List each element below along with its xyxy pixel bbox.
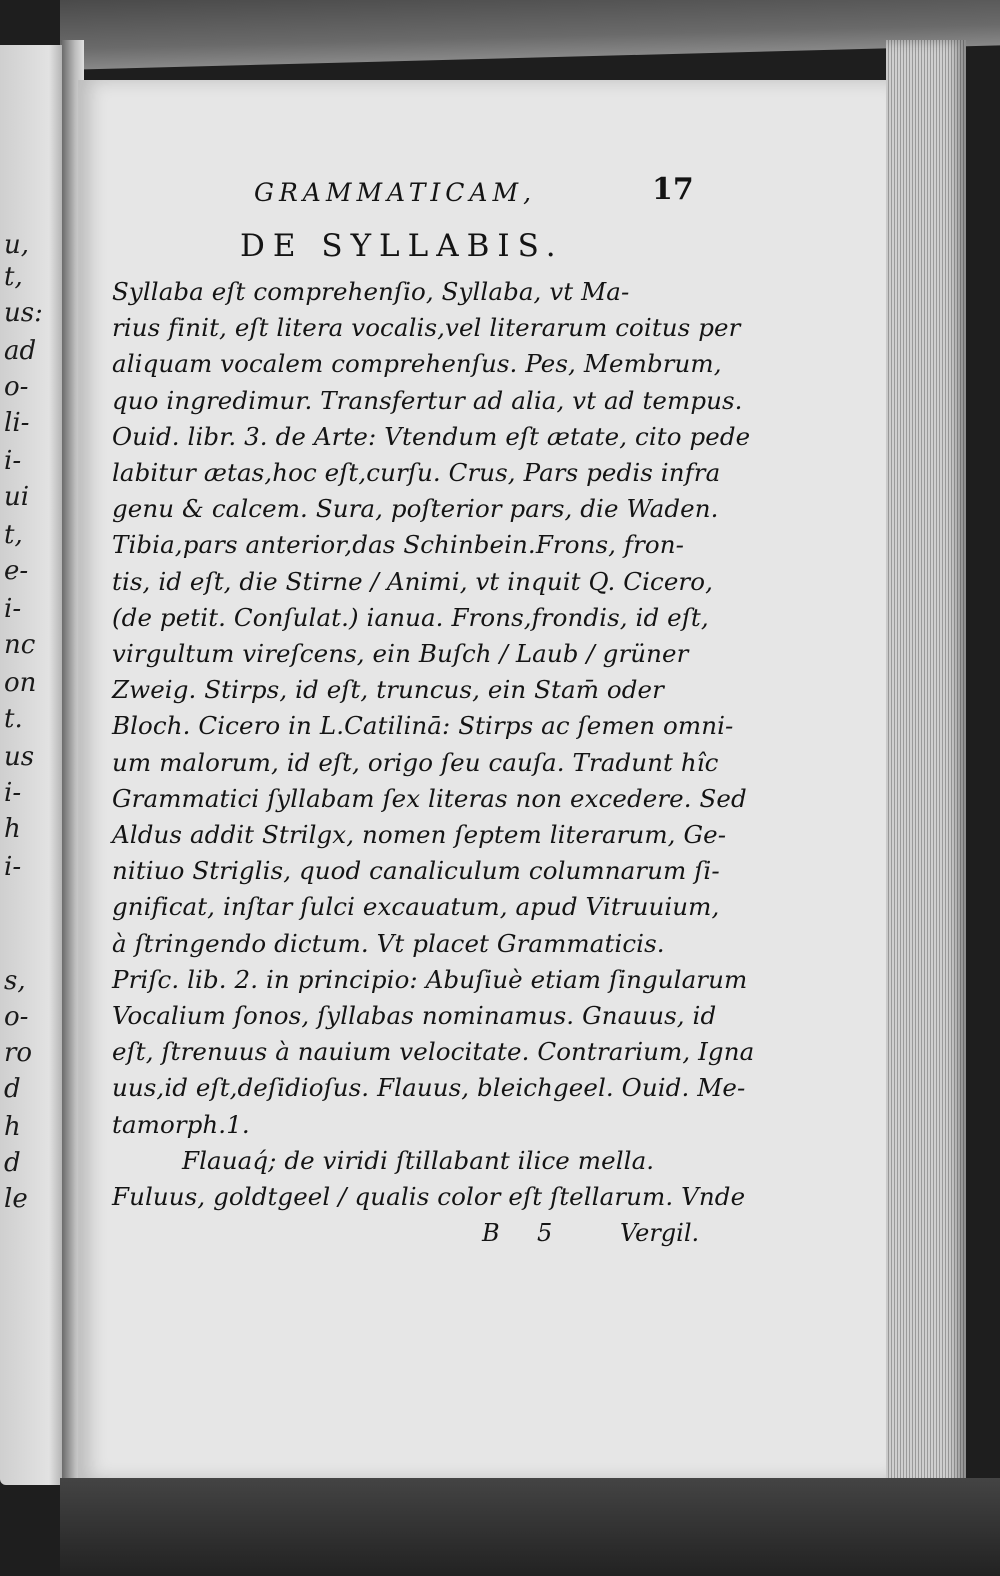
text-line: gnificat, inſtar ſulci excauatum, apud Vitruuium, [112,892,720,922]
book-bottom-edge [60,1478,1000,1576]
section-title: DE SYLLABIS. [240,228,564,264]
left-page-fragment: t, [4,262,23,292]
text-line: à ſtringendo dictum. Vt placet Grammaticis. [112,928,665,958]
signature-number: 5 [537,1219,553,1248]
text-line: Aldus addit Strilgx, nomen ſeptem literarum, Ge- [112,820,727,850]
text-line: Grammatici ſyllabam ſex literas non excedere. Sed [112,783,747,813]
text-line: rius finit, eſt litera vocalis,vel literarum coitus per [112,313,741,343]
running-head: GRAMMATICAM, [254,178,537,207]
text-line: Tibia,pars anterior,das Schinbein.Frons, fron- [112,530,684,560]
left-page-fragment: e- [4,556,29,586]
text-line: Syllaba eſt comprehenſio, Syllaba, vt Ma- [112,277,630,306]
text-line: tis, id eſt, die Stirne / Animi, vt inquit Q. Cicero, [112,566,713,596]
text-line: tamorph.1. [112,1109,250,1139]
left-page-fragment: li- [4,408,30,438]
left-page-fragment: d [4,1074,21,1104]
text-line: aliquam vocalem comprehenſus. Pes, Membrum, [112,349,722,379]
left-page-fragment: u, [4,230,30,260]
text-line: Zweig. Stirps, id eſt, truncus, ein Stam̄ oder [112,675,664,705]
text-line: Ouid. libr. 3. de Arte: Vtendum eſt ætate, cito pede [112,421,751,451]
left-page-fragment: ro [4,1038,33,1068]
text-line: uus,id eſt,deſidioſus. Flauus, bleichgeel. Ouid. Me- [112,1073,746,1103]
left-page-fragment: h [4,1112,21,1142]
text-line: labitur ætas,hoc eſt,curſu. Crus, Pars pedis infra [112,458,721,488]
book-top-edge [60,0,1000,70]
left-page-fragment: h [4,814,21,844]
page-edges [886,40,966,1490]
page-header [112,170,712,220]
page-text [112,170,755,1255]
left-page-fragment: s, [4,966,26,996]
left-page-fragment: us [4,742,35,772]
text-line: Bloch. Cicero in L.Catilinā: Stirps ac ſemen omni- [112,711,734,741]
text-line: quo ingredimur. Transfertur ad alia, vt ad tempus. [112,385,743,415]
left-page-fragment: nc [4,630,36,660]
text-line: Priſc. lib. 2. in principio: Abuſiuè etiam ſingularum [112,964,748,994]
left-page-fragment: i- [4,778,22,808]
verse-line: Flauaq́; de viridi ſtillabant ilice mella. [182,1145,655,1175]
page-number: 17 [652,172,694,207]
text-line: genu & calcem. Sura, poſterior pars, die Waden. [112,494,719,524]
left-page [0,45,70,1485]
left-page-fragment: i- [4,446,22,476]
text-line: virgultum vireſcens, ein Buſch / Laub / grüner [112,639,689,669]
left-page-fragment: t. [4,704,23,734]
left-page-fragment: ui [4,482,30,512]
last-line: Fuluus, goldtgeel / qualis color eſt ſtellarum. Vnde [112,1182,746,1212]
body-text [112,274,755,1143]
text-line: nitiuo Striglis, quod canaliculum columnarum ſi- [112,856,720,886]
text-line: (de petit. Conſulat.) ianua. Frons,frondis, id eſt, [112,602,709,632]
catch-line [112,1215,712,1255]
left-page-fragment: on [4,668,37,698]
left-page-fragment: d [4,1148,21,1178]
left-page-fragment: t, [4,520,23,550]
text-line: Vocalium ſonos, ſyllabas nominamus. Gnauus, id [112,1001,717,1031]
catchword: Vergil. [620,1219,700,1248]
text-line: um malorum, id eſt, origo ſeu cauſa. Tradunt hîc [112,747,719,777]
left-page-fragment: us: [4,298,43,328]
left-page-fragment: i- [4,594,22,624]
left-page-fragment: o- [4,1002,29,1032]
text-line: eſt, ſtrenuus à nauium velocitate. Contrarium, Igna [112,1037,755,1067]
signature-letter: B [482,1219,500,1248]
left-page-fragment: i- [4,852,22,882]
left-page-fragment: le [4,1184,28,1214]
left-page-fragment: o- [4,372,29,402]
left-page-fragment: ad [4,336,37,366]
